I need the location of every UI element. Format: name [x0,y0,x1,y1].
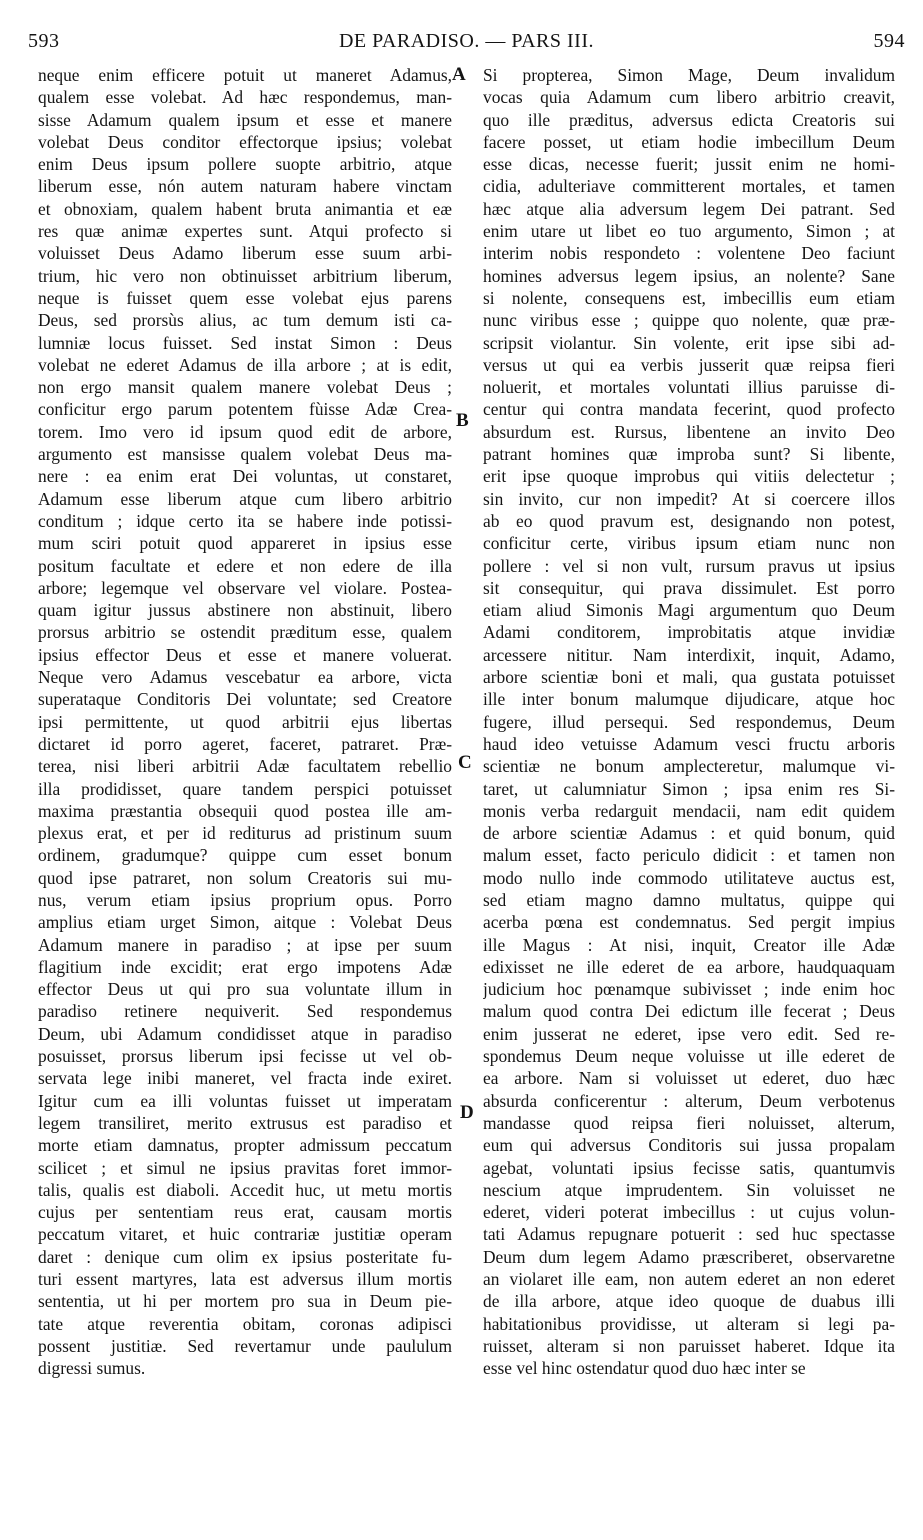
text-line: ordinem, gradumque? quippe cum esset bonum [38,845,452,866]
text-line: ruisset, alteram si non paruisset haberet. Idque ita [483,1335,895,1356]
text-line: conficitur ergo parum potentem fùisse Adæ Crea- [38,399,452,420]
text-line: Neque vero Adamus vescebatur ea arbore, victa [38,667,452,688]
text-line: conficitur certe, viribus ipsum etiam nunc non [483,533,895,554]
text-line: enim utare ut libet eo tuo argumento, Simon ; at [483,221,895,242]
text-line: voluisset Deus Adamo liberum esse suum arbi- [38,243,452,264]
text-line: noluerit, et mortales voluntati illius paruisse di- [483,377,895,398]
text-line: illa prodidisset, quare tandem perspici potuisset [38,778,452,799]
text-line: prorsus arbitrio se ostendit præditum esse, qualem [38,622,452,643]
text-line: hæc atque alia adversum legem Dei patrant. Sed [483,198,895,219]
text-line: ipsi permittente, ut quod arbitrii ejus libertas [38,711,452,732]
page-number-right: 594 [873,30,905,52]
text-line: Adamum esse liberum atque cum libero arbitrio [38,488,452,509]
text-line: agebat, voluntati ipsius fecisse satis, quantumvis [483,1157,895,1178]
text-line: modo nullo inde commodo utilitateve auctus est, [483,867,895,888]
text-line: qualem esse volebat. Ad hæc respondemus, man- [38,87,452,108]
text-line: patrant homines quæ improba sunt? Si libente, [483,444,895,465]
text-line: ea arbore. Nam si voluisset ut ederet, duo hæc [483,1068,895,1089]
text-line: homines adversus legem ipsius, an nolente? Sane [483,265,895,286]
text-line: argumento est mansisse qualem volebat Deus ma- [38,444,452,465]
text-line: taret, ut calumniatur Simon ; ipsa enim res Si- [483,778,895,799]
text-line: scilicet ; et simul ne ipsius pravitas foret immor- [38,1157,452,1178]
text-line: posuisset, prorsus liberum ipsi fecisse ut vel ob- [38,1046,452,1067]
text-line: cujus per sententiam reus erat, causam mortis [38,1202,452,1223]
text-line: servata lege inibi maneret, vel fracta inde exiret. [38,1068,452,1089]
text-line: arcessere nititur. Nam interdixit, inquit, Adamo, [483,644,895,665]
text-line: edixisset ne ille ederet de ea arbore, haudquaquam [483,956,895,977]
text-line: lumniæ locus fuisset. Sed instat Simon : Deus [38,332,452,353]
text-line: flagitium inde excidit; erat ergo impotens Adæ [38,956,452,977]
text-line: acerba pœna est condemnatus. Sed pergit impius [483,912,895,933]
text-line: non ergo mansit qualem manere volebat Deus ; [38,377,452,398]
text-line: centur qui contra mandata fecerint, quod profecto [483,399,895,420]
text-line: quo ille præditus, adversus edicta Creatoris sui [483,109,895,130]
text-line: dictaret id porro ageret, faceret, patraret. Præ- [38,733,452,754]
text-line: ab eo quod pravum est, designando non potest, [483,510,895,531]
text-line: ille Magus : At nisi, inquit, Creator ille Adæ [483,934,895,955]
text-line: Si propterea, Simon Mage, Deum invalidum [483,65,895,85]
text-line: superataque Conditoris Dei voluntate; sed Creatore [38,689,452,710]
text-line: trium, hic vero non obtinuisset arbitrium liberum, [38,265,452,286]
text-line: possent justitiæ. Sed revertamur unde paululum [38,1335,452,1356]
text-line: an violaret ille eam, non autem ederet an non ederet [483,1269,895,1290]
text-line: legem transiliret, merito extrusus est paradiso et [38,1112,452,1133]
text-line: scripsit violantur. Sin volente, erit ipse sibi ad- [483,332,895,353]
text-line: si nolente, consequens est, imbecillis eum etiam [483,287,895,308]
text-line: nunc viribus esse ; quippe quo nolente, quæ præ- [483,310,895,331]
text-line: amplius etiam urget Simon, aitque : Volebat Deus [38,912,452,933]
text-line: cidia, adulteriave committerent mortales, et tamen [483,176,895,197]
text-line: pollere : vel si non vult, rursum pravus ut ipsius [483,555,895,576]
text-line: tate atque reverentia obitam, coronas adipisci [38,1313,452,1334]
text-line: quod ipse patraret, non solum Creatoris sui mu- [38,867,452,888]
text-line: et obnoxiam, qualem habent bruta animantia et eæ [38,198,452,219]
text-line: interim nobis respondeto : volentene Deo faciunt [483,243,895,264]
text-line: daret : denique cum olim ex ipsius posteritate fu- [38,1246,452,1267]
text-line: quam igitur jussus abstinere non abstinuit, libero [38,600,452,621]
text-line: monis verba redarguit mendacii, nam edit quidem [483,800,895,821]
text-line: ille inter bonum malumque dijudicare, atque hoc [483,689,895,710]
text-line: haud ideo vetuisse Adamum vesci fructu arboris [483,733,895,754]
section-marker-c: C [458,752,472,773]
text-line: torem. Imo vero id ipsum quod edit de arbore, [38,421,452,442]
text-line: tati Adamus repugnare potuerit : sed huc spectasse [483,1224,895,1245]
text-line: etiam aliud Simonis Magi argumentum quo Deum [483,600,895,621]
text-line: habitationibus providisse, ut alteram si legi pa- [483,1313,895,1334]
text-line: neque is fuisset quem esse volebat ejus parens [38,287,452,308]
text-line: enim jusserat ne ederet, ipse vero edit. Sed re- [483,1023,895,1044]
text-line: esse vel hinc ostendatur quod duo hæc inter se [483,1358,806,1379]
text-line: facere posset, ut etiam hodie imbecillum Deum [483,131,895,152]
text-line: malum esset, facto periculo didicit : et tamen non [483,845,895,866]
text-line: peccatum vitaret, et huic contrariæ justitiæ operam [38,1224,452,1245]
text-line: sin invito, cur non impedit? At si coercere illos [483,488,895,509]
text-line: Deum dum legem Adamo præscriberet, observaretne [483,1246,895,1267]
text-line: Adamum manere in paradiso ; at ipse per suum [38,934,452,955]
text-line: versus ut qui ea verbis jusserit quæ reipsa fieri [483,354,895,375]
text-line: nus, verum etiam ipsius proprium opus. Porro [38,889,452,910]
text-line: sed etiam magno damno multatus, quippe qui [483,889,895,910]
left-column [38,64,452,1380]
text-line: Deus, sed prorsùs alius, ac tum demum isti ca- [38,310,452,331]
section-marker-a: A [452,64,466,85]
text-line: sisse Adamum qualem ipsum et esse et manere [38,109,452,130]
text-line: mandasse quod reipsa fieri noluisset, alterum, [483,1112,895,1133]
text-line: sit consequitur, qui prava dissimulet. Est porro [483,577,895,598]
text-line: vocas quia Adamum cum libero arbitrio creavit, [483,87,895,108]
text-line: de arbore scientiæ Adamus : et quid bonum, quid [483,823,895,844]
text-line: digressi sumus. [38,1358,146,1379]
text-line: malum quod contra Dei edictum ille fecerat ; Deus [483,1001,895,1022]
text-line: eum qui adversus Conditoris sui jussa propalam [483,1135,895,1156]
page-header [28,30,905,60]
text-line: absurdum est. Rursus, libentene an invito Deo [483,421,895,442]
text-line: absurda conficerentur : alterum, Deum verbotenus [483,1090,895,1111]
text-line: spondemus Deum neque voluisse ut ille ederet de [483,1046,895,1067]
text-line: res quæ animæ expertes sunt. Atqui profecto si [38,221,452,242]
text-line: turi essent martyres, lata est adversus illum mortis [38,1269,452,1290]
text-line: Deum, ubi Adamum condidisset atque in paradiso [38,1023,452,1044]
text-line: fugere, illud persequi. Sed respondemus, Deum [483,711,895,732]
text-line: morte etiam damnatus, propter admissum peccatum [38,1135,452,1156]
text-line: effector Deus ut qui pro sua voluntate illum in [38,979,452,1000]
text-line: arbore; legemque vel observare vel violare. Postea- [38,577,452,598]
section-marker-b: B [456,410,469,431]
text-line: conditum ; idque certo ita se habere inde potissi- [38,510,452,531]
text-line: ipsius effector Deus et esse et manere voluerat. [38,644,452,665]
text-line: nescium atque imprudentem. Sin voluisset ne [483,1179,895,1200]
running-title: DE PARADISO. — PARS III. [338,30,595,52]
text-line: mum sciri potuit quod appareret in ipsius esse [38,533,452,554]
text-line: neque enim efficere potuit ut maneret Adamus, [38,65,452,85]
text-line: arbore scientiæ boni et mali, qua gustata potuisset [483,667,895,688]
text-line: plexus erat, et per id rediturus ad pristinum suum [38,823,452,844]
text-line: enim Deus ipsum pollere suopte arbitrio, atque [38,154,452,175]
text-line: de illa arbore, atque ideo quoque de duabus illi [483,1291,895,1312]
text-line: scientiæ ne bonum amplecteretur, malumque vi- [483,756,895,777]
text-line: esse dicas, necesse fuerit; jussit enim ne homi- [483,154,895,175]
text-line: volebat Deus conditor effectorque ipsius; volebat [38,131,452,152]
text-line: maxima præstantia obsequii quod postea ille am- [38,800,452,821]
text-line: sententia, ut hi per mortem pro sua in Deum pie- [38,1291,452,1312]
text-line: paradiso retinere nequiverit. Sed respondemus [38,1001,452,1022]
text-line: ederet, videri poterat imbecillus : ut cujus volun- [483,1202,895,1223]
text-line: volebat ne ederet Adamus de illa arbore ; at is edit, [38,354,452,375]
text-line: liberum esse, nón autem naturam habere vinctam [38,176,452,197]
text-line: nere : ea enim erat Dei voluntas, ut constaret, [38,466,452,487]
text-line: Adami conditorem, improbitatis atque invidiæ [483,622,895,643]
text-line: positum facultate et edere et non edere de illa [38,555,452,576]
text-line: judicium hoc pœnamque subivisset ; inde enim hoc [483,979,895,1000]
page-number-left: 593 [28,30,60,52]
text-line: talis, qualis est diaboli. Accedit huc, ut metu mortis [38,1179,452,1200]
text-line: erit ipse quoque improbus qui vitiis delectetur ; [483,466,895,487]
section-marker-d: D [460,1102,474,1123]
right-column [483,64,895,1380]
text-line: terea, nisi liberi arbitrii Adæ facultatem rebellio [38,756,452,777]
text-line: Igitur cum ea illi voluntas fuisset ut imperatam [38,1090,452,1111]
